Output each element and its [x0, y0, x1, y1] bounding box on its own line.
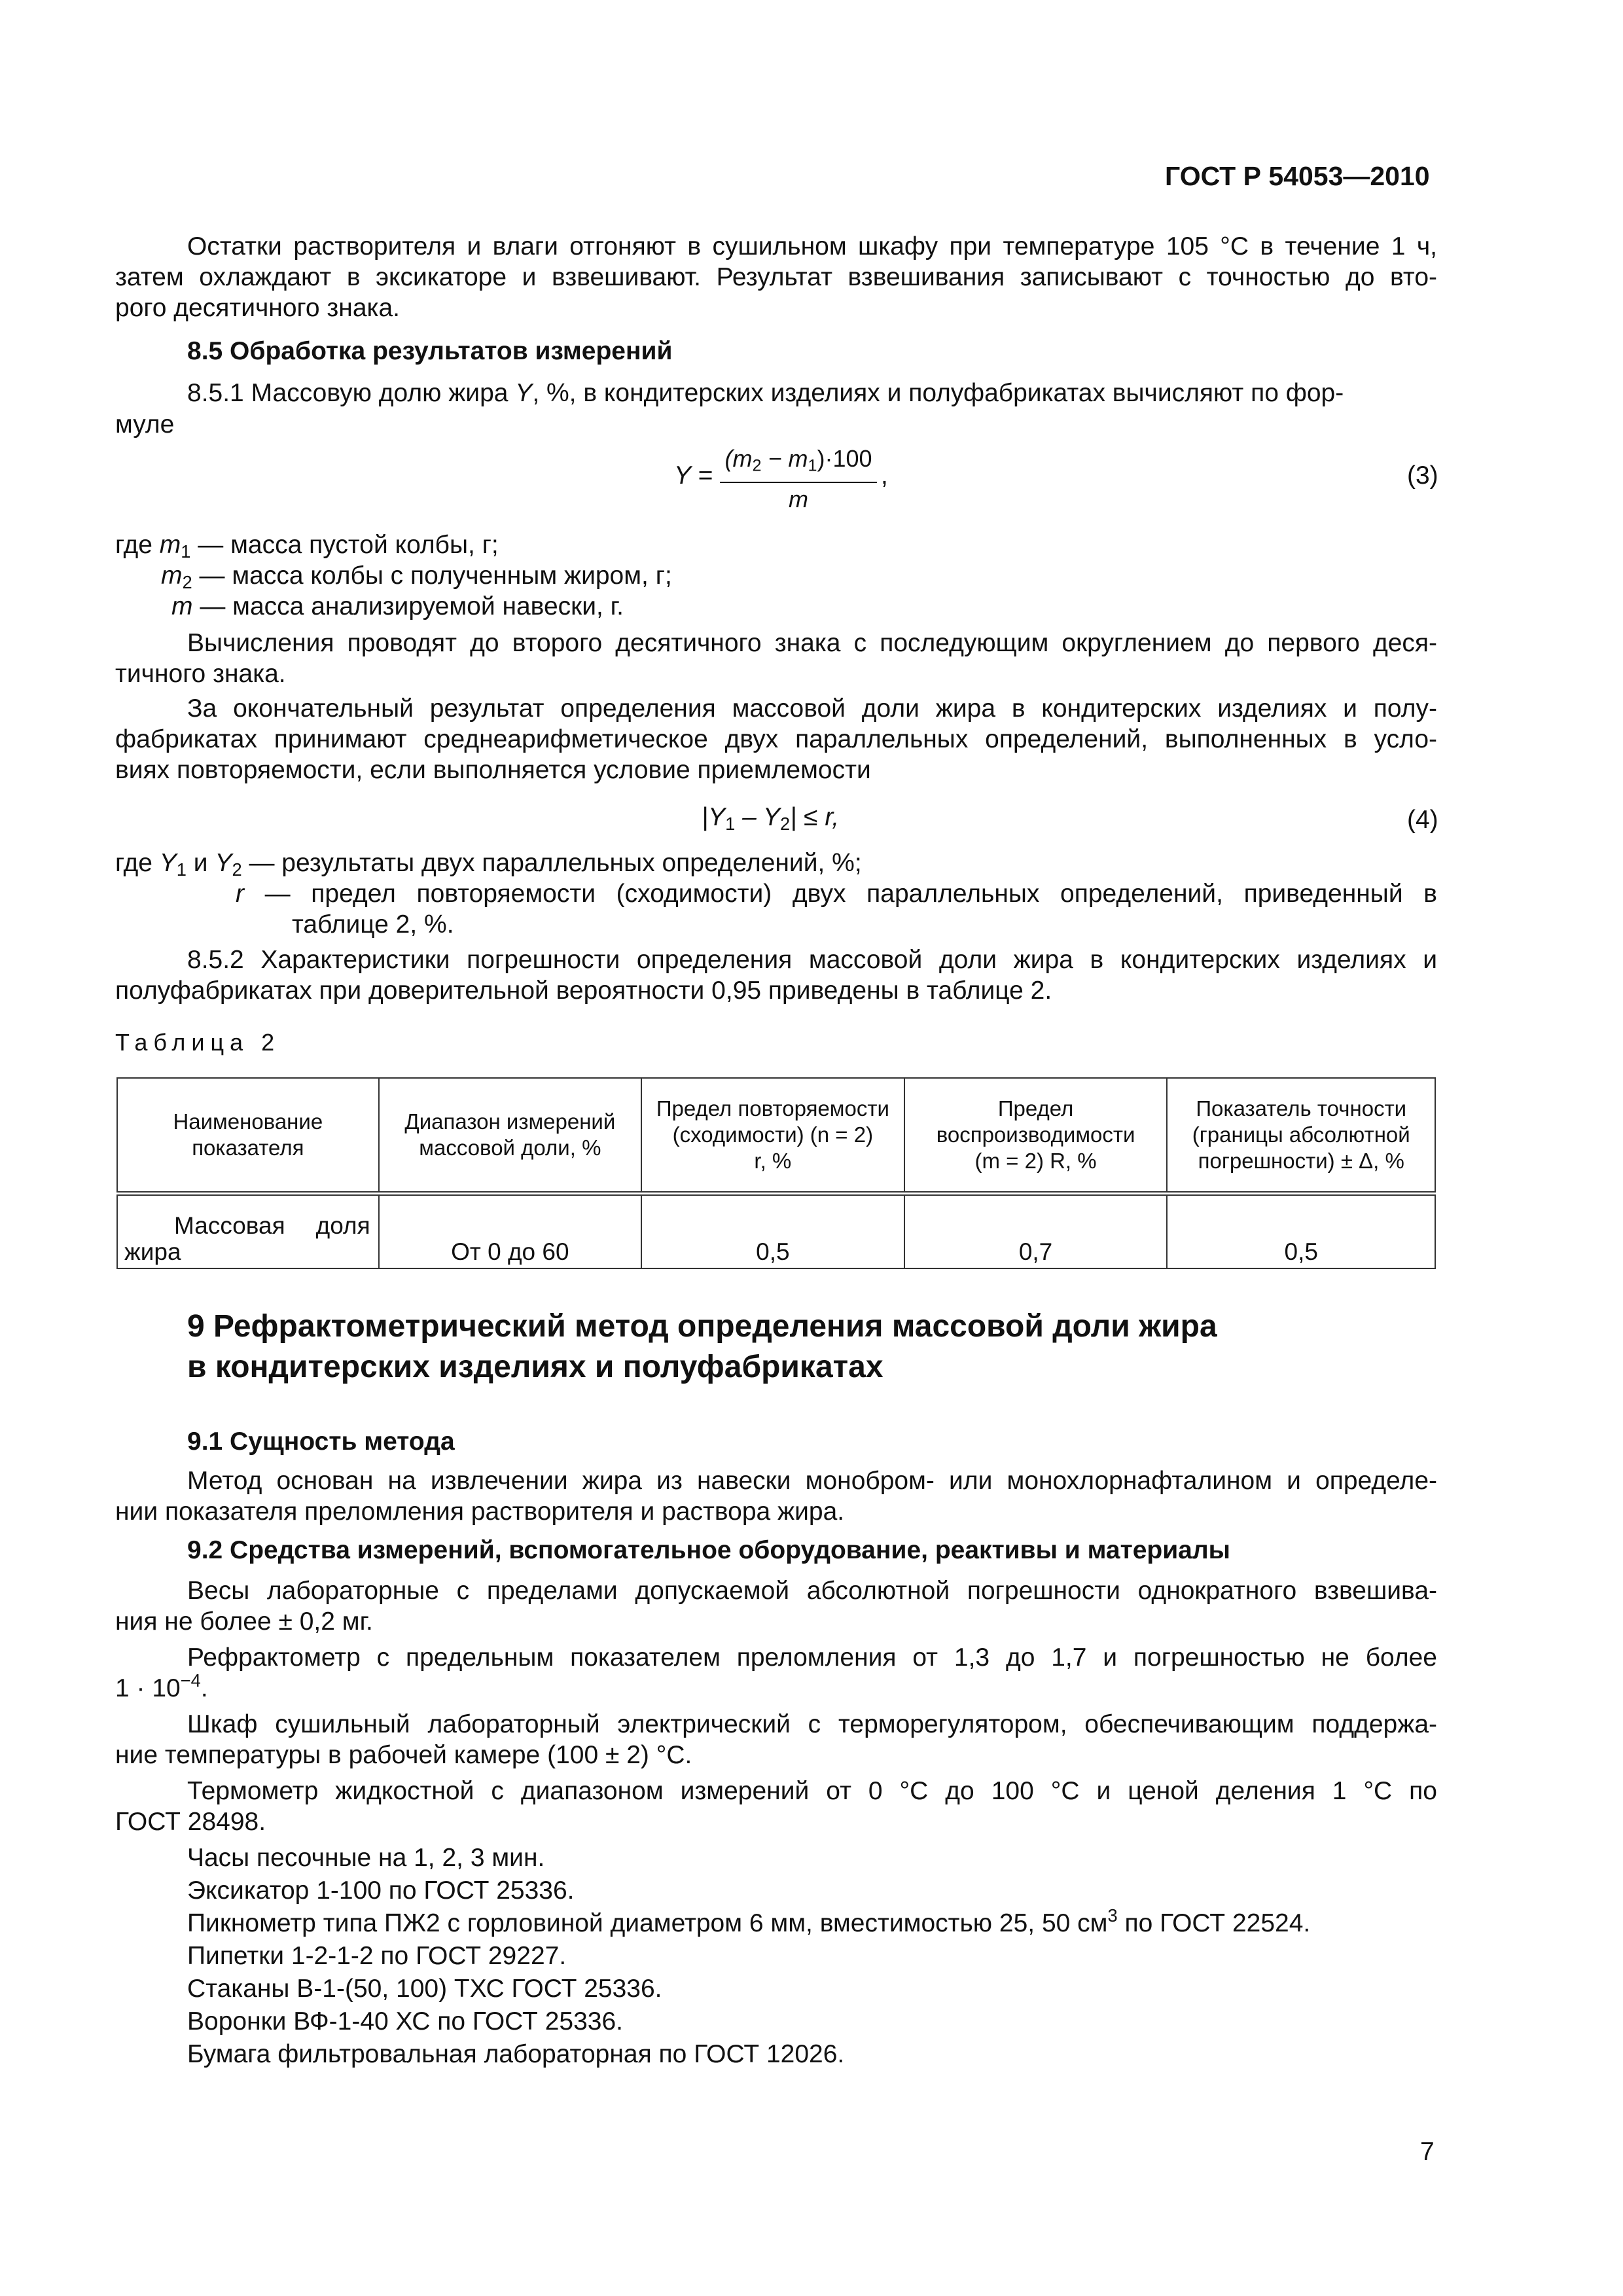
item-oven-line-1: Шкаф сушильный лабораторный электрический с терморегулятором, обеспечивающим поддержа-	[187, 1710, 1437, 1738]
intro-line-1: Остатки растворителя и влаги отгоняют в сушильном шкафу при температуре 105 °С в течение 1 ч,	[187, 232, 1437, 260]
cell-repeatability: 0,5	[641, 1194, 904, 1269]
item-scales-line-2: ния не более ± 0,2 мг.	[115, 1607, 373, 1636]
formula-3-number: (3)	[1407, 461, 1438, 490]
formula-4-number: (4)	[1407, 806, 1438, 834]
table-2-caption: Таблица 2	[115, 1029, 281, 1056]
cell-range: От 0 до 60	[379, 1194, 641, 1269]
formula-3-comma: ,	[881, 461, 888, 490]
paragraph-8-5-1-line-2: муле	[115, 410, 175, 439]
calc-line-2: тичного знака.	[115, 660, 286, 688]
header-accuracy-indicator: Показатель точности (границы абсолютной погрешности) ± Δ, %	[1167, 1078, 1435, 1194]
header-indicator-name: Наименование показателя	[117, 1078, 379, 1194]
item-refractometer-line-2: $1 \cdot 10^{-4}$.	[115, 1670, 208, 1702]
header-measurement-range: Диапазон измерений массовой доли, %	[379, 1078, 641, 1194]
final-line-2: фабрикатах принимают среднеарифметическое двух параллельных определений, выполненных в усло-	[115, 725, 1437, 753]
cell-accuracy: 0,5	[1167, 1194, 1435, 1269]
calc-line-1: Вычисления проводят до второго десятичного знака с последующим округлением до первого деся-	[187, 629, 1437, 657]
section-9-title: 9 Рефрактометрический метод определения массовой доли жира в кондитерских изделиях и полуфабрикатах	[187, 1309, 1217, 1384]
section-9-1-line-1: Метод основан на извлечении жира из навески монобром- или монохлорнафталином и определе-	[187, 1467, 1437, 1495]
section-8-5-title: 8.5 Обработка результатов измерений	[187, 337, 673, 365]
header-reproducibility-limit: Предел воспроизводимости (m = 2) R, %	[904, 1078, 1168, 1194]
header-repeatability-limit: Предел повторяемости (сходимости) (n = 2) r, %	[641, 1078, 904, 1194]
document-id: ГОСТ Р 54053—2010	[1165, 161, 1430, 191]
where-r-continued: таблице 2, %.	[292, 910, 454, 939]
page-number: 7	[1420, 2138, 1435, 2166]
item-thermometer-line-1: Термометр жидкостной с диапазоном измерений от 0 °С до 100 °С и ценой деления 1 °С по	[187, 1777, 1437, 1805]
cell-reproducibility: 0,7	[904, 1194, 1168, 1269]
where-m1: где $m_1$ — масса пустой колбы, г;	[115, 531, 499, 562]
item-pycnometer: Пикнометр типа ПЖ2 с горловиной диаметром 6 мм, вместимостью 25, 50 $см^3$ по ГОСТ 22524.	[187, 1905, 1311, 1937]
where-m2: $m_2$ — масса колбы с полученным жиром, г;	[161, 562, 672, 592]
item-exsiccator: Эксикатор 1-100 по ГОСТ 25336.	[187, 1876, 575, 1905]
intro-line-2: затем охлаждают в эксикаторе и взвешивают. Результат взвешивания записывают с точностью до вто-	[115, 263, 1437, 291]
paragraph-8-5-2-line-1: 8.5.2 Характеристики погрешности определения массовой доли жира в кондитерских изделиях и	[187, 946, 1437, 974]
item-pipettes: Пипетки 1-2-1-2 по ГОСТ 29227.	[187, 1942, 567, 1970]
intro-line-3: рого десятичного знака.	[115, 294, 400, 322]
item-oven-line-2: ние температуры в рабочей камере (100 ± 2) °С.	[115, 1741, 692, 1769]
formula-3-numerator: $(m_2 - m_1)\cdot 100$	[724, 445, 872, 475]
final-line-3: виях повторяемости, если выполняется условие приемлемости	[115, 756, 871, 784]
section-9-1-line-2: нии показателя преломления растворителя и раствора жира.	[115, 1498, 845, 1526]
where-r: r — предел повторяемости (сходимости) двух параллельных определений, приведенный в	[236, 880, 1437, 908]
section-9-1-title: 9.1 Сущность метода	[187, 1427, 455, 1456]
item-sand-clock: Часы песочные на 1, 2, 3 мин.	[187, 1844, 545, 1872]
table-row	[117, 1194, 1435, 1269]
final-line-1: За окончательный результат определения массовой доли жира в кондитерских изделиях и полу-	[187, 694, 1437, 723]
paragraph-8-5-2-line-2: полуфабрикатах при доверительной вероятности 0,95 приведены в таблице 2.	[115, 977, 1052, 1005]
where-m: m — масса анализируемой навески, г.	[171, 592, 624, 620]
item-scales-line-1: Весы лабораторные с пределами допускаемой абсолютной погрешности однократного взвешива-	[187, 1577, 1437, 1605]
item-funnels: Воронки ВФ-1-40 ХС по ГОСТ 25336.	[187, 2007, 623, 2036]
paragraph-8-5-1-line-1: 8.5.1 Массовую долю жира Y, %, в кондитерских изделиях и полуфабрикатах вычисляют по фор-	[187, 379, 1344, 407]
formula-3-denominator: m	[789, 486, 808, 513]
formula-3-bar	[720, 482, 877, 483]
formula-4: $|Y_1 - Y_2| \le r$,	[702, 803, 840, 834]
formula-3-fraction	[720, 445, 877, 513]
section-9-2-title: 9.2 Средства измерений, вспомогательное оборудование, реактивы и материалы	[187, 1536, 1230, 1564]
table-header-row	[117, 1078, 1435, 1194]
item-glasses: Стаканы В-1-(50, 100) ТХС ГОСТ 25336.	[187, 1975, 662, 2003]
cell-indicator-name: Массовая доля жира	[117, 1194, 379, 1269]
where-y1-y2: где $Y_1$ и $Y_2$ — результаты двух параллельных определений, %;	[115, 849, 862, 880]
item-filter-paper: Бумага фильтровальная лабораторная по ГОСТ 12026.	[187, 2040, 845, 2068]
item-refractometer-line-1: Рефрактометр с предельным показателем преломления от 1,3 до 1,7 и погрешностью не более	[187, 1643, 1437, 1672]
item-thermometer-line-2: ГОСТ 28498.	[115, 1808, 266, 1836]
table-2	[116, 1077, 1436, 1269]
formula-3-lhs: Y =	[674, 461, 713, 490]
